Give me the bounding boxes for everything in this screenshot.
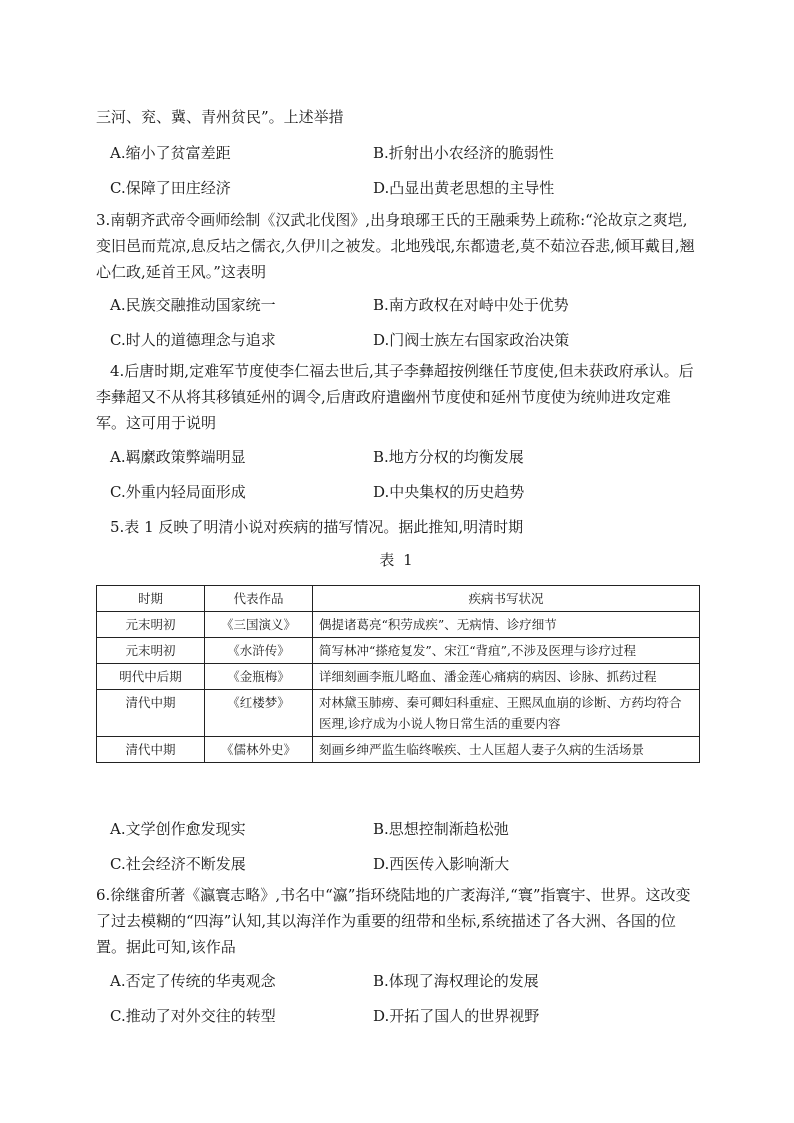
cell-description: 详细刻画李瓶儿略血、潘金莲心痛病的病因、诊脉、抓药过程 xyxy=(313,664,700,690)
cell-work: 《儒林外史》 xyxy=(205,737,313,763)
q6-option-d[interactable]: D.开拓了国人的世界视野 xyxy=(373,1007,540,1025)
cell-period: 元末明初 xyxy=(97,638,205,664)
cell-description: 对林黛玉肺痨、秦可卿妇科重症、王熙凤血崩的诊断、方药均符合医理,诊疗成为小说人物日常生活的重要内容 xyxy=(313,690,700,737)
q3-option-a[interactable]: A.民族交融推动国家统一 xyxy=(110,296,276,314)
cell-period: 明代中后期 xyxy=(97,664,205,690)
intro-line: 三河、兖、冀、青州贫民”。上述举措 xyxy=(96,108,344,126)
q3-option-b[interactable]: B.南方政权在对峙中处于优势 xyxy=(373,296,569,314)
header-work: 代表作品 xyxy=(205,586,313,612)
q5-option-a[interactable]: A.文学创作愈发现实 xyxy=(110,820,246,838)
table-row xyxy=(97,737,700,763)
q4-option-d[interactable]: D.中央集权的历史趋势 xyxy=(373,483,525,501)
table-row xyxy=(97,690,700,737)
q5-stem: 5.表 1 反映了明清小说对疾病的描写情况。据此推知,明清时期 xyxy=(110,518,524,536)
q6-stem: 6.徐继畬所著《瀛寰志略》,书名中“瀛”指环绕陆地的广袤海洋,“寰”指寰宇、世界。这改变了过去模糊的“四海”认知,其以海洋作为重要的纽带和坐标,系统描述了各大洲、各国的位置。据此可知,该作品 xyxy=(96,886,691,956)
cell-period: 清代中期 xyxy=(97,690,205,737)
table-caption: 表 1 xyxy=(379,551,415,569)
q2-option-c[interactable]: C.保障了田庄经济 xyxy=(110,179,231,197)
disease-table xyxy=(96,585,700,763)
cell-period: 清代中期 xyxy=(97,737,205,763)
cell-work: 《三国演义》 xyxy=(205,612,313,638)
q6-option-c[interactable]: C.推动了对外交往的转型 xyxy=(110,1007,276,1025)
cell-description: 偶提诸葛亮“积劳成疾”、无病情、诊疗细节 xyxy=(313,612,700,638)
q4-option-b[interactable]: B.地方分权的均衡发展 xyxy=(373,448,524,466)
q2-option-b[interactable]: B.折射出小农经济的脆弱性 xyxy=(373,144,554,162)
q3-stem: 3.南朝齐武帝令画师绘制《汉武北伐图》,出身琅琊王氏的王融乘势上疏称:“沦故京之爽垲,变旧邑而荒凉,息反坫之儒衣,久伊川之被发。北地残氓,东都遗老,莫不茹泣吞悲,倾耳戴目,翘心仁政,延首王风。”这表明 xyxy=(96,211,695,281)
cell-description: 刻画乡绅严监生临终喉疾、士人匡超人妻子久病的生活场景 xyxy=(313,737,700,763)
header-period: 时期 xyxy=(97,586,205,612)
cell-work: 《金瓶梅》 xyxy=(205,664,313,690)
table-row xyxy=(97,664,700,690)
q3-option-d[interactable]: D.门阀士族左右国家政治决策 xyxy=(373,331,570,349)
cell-period: 元末明初 xyxy=(97,612,205,638)
q4-stem: 4.后唐时期,定难军节度使李仁福去世后,其子李彝超按例继任节度使,但未获政府承认。后李彝超又不从将其移镇延州的调令,后唐政府遣幽州节度使和延州节度使为统帅进攻定难军。这可用于说明 xyxy=(96,362,694,432)
q5-option-b[interactable]: B.思想控制渐趋松弛 xyxy=(373,820,509,838)
q2-option-a[interactable]: A.缩小了贫富差距 xyxy=(110,144,231,162)
header-description: 疾病书写状况 xyxy=(313,586,700,612)
q6-option-a[interactable]: A.否定了传统的华夷观念 xyxy=(110,972,276,990)
q5-option-c[interactable]: C.社会经济不断发展 xyxy=(110,855,246,873)
q4-option-c[interactable]: C.外重内轻局面形成 xyxy=(110,483,246,501)
table-header-row xyxy=(97,586,700,612)
cell-work: 《红楼梦》 xyxy=(205,690,313,737)
q3-option-c[interactable]: C.时人的道德理念与追求 xyxy=(110,331,276,349)
table-row xyxy=(97,612,700,638)
table-row xyxy=(97,638,700,664)
cell-work: 《水浒传》 xyxy=(205,638,313,664)
q2-option-d[interactable]: D.凸显出黄老思想的主导性 xyxy=(373,179,555,197)
q5-option-d[interactable]: D.西医传入影响渐大 xyxy=(373,855,510,873)
cell-description: 简写林冲“搽疮复发”、宋江“背疽”,不涉及医理与诊疗过程 xyxy=(313,638,700,664)
q6-option-b[interactable]: B.体现了海权理论的发展 xyxy=(373,972,539,990)
q4-option-a[interactable]: A.羁縻政策弊端明显 xyxy=(110,448,246,466)
